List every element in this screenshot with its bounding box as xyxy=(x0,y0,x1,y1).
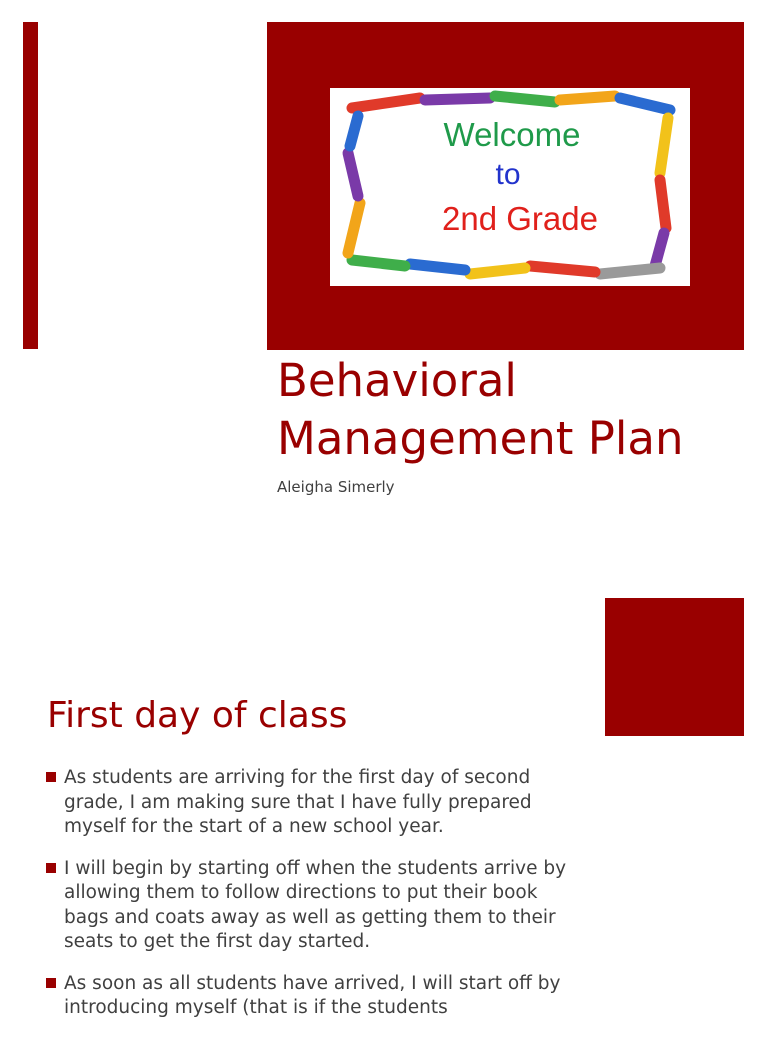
slide-title xyxy=(277,352,757,468)
corner-accent-square xyxy=(605,598,744,736)
bullet-square-icon xyxy=(46,772,56,782)
title-line-2: Management Plan xyxy=(277,412,684,465)
author-subtitle: Aleigha Simerly xyxy=(277,478,395,496)
welcome-text: Welcome xyxy=(443,116,581,153)
bullet-text: As soon as all students have arrived, I will start off by introducing myself (that is if the students xyxy=(64,972,561,1018)
welcome-crayon-image xyxy=(330,88,690,286)
list-item xyxy=(46,857,586,955)
left-accent-bar xyxy=(23,22,38,349)
title-image-panel xyxy=(267,22,744,350)
bullet-text: I will begin by starting off when the students arrive by allowing them to follow directions to put their book bags and coats away as well as getting them to their seats to get the first day started. xyxy=(64,857,567,952)
list-item xyxy=(46,972,586,1021)
bullet-square-icon xyxy=(46,978,56,988)
grade-text: 2nd Grade xyxy=(442,200,598,237)
bullet-text: As students are arriving for the first day of second grade, I am making sure that I have fully prepared myself for the start of a new school year. xyxy=(64,767,532,837)
bullet-square-icon xyxy=(46,863,56,873)
title-line-1: Behavioral xyxy=(277,354,517,407)
to-text: to xyxy=(495,158,521,191)
list-item xyxy=(46,766,586,840)
slide-heading: First day of class xyxy=(47,695,348,736)
bullet-list xyxy=(46,766,586,1038)
